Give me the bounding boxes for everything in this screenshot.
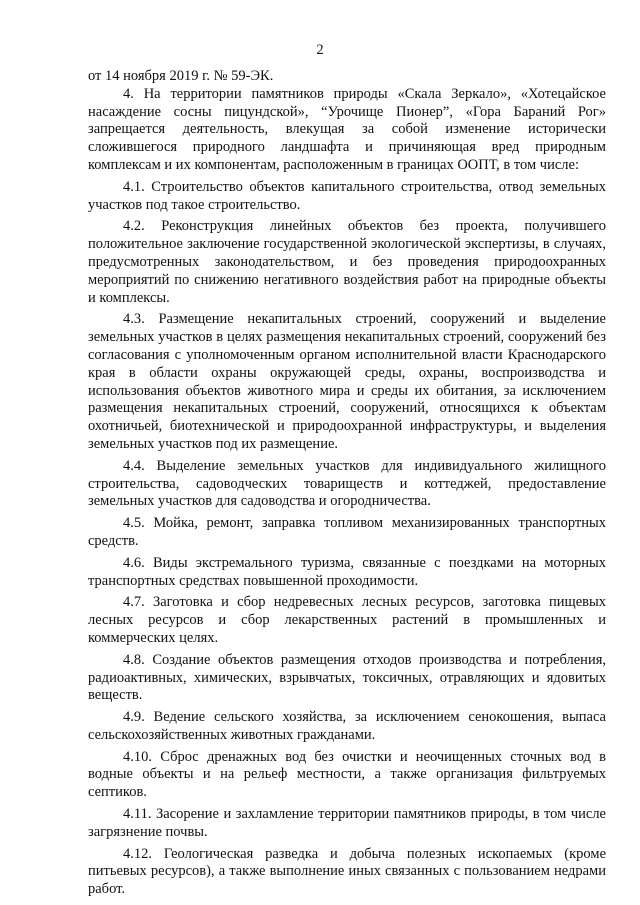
paragraph-4-11: 4.11. Засорение и захламление территории памятников природы, в том числе загрязнение почвы.: [88, 806, 606, 840]
continuation-line: от 14 ноября 2019 г. № 59-ЭК.: [88, 68, 274, 84]
paragraph-4-7: 4.7. Заготовка и сбор недревесных лесных ресурсов, заготовка пищевых лесных ресурсов и сбор лекарственных растений в промышленных и коммерческих целях.: [88, 594, 606, 646]
paragraph-4-12: 4.12. Геологическая разведка и добыча полезных ископаемых (кроме питьевых ресурсов), а также выполнение иных связанных с пользованием недрами работ.: [88, 845, 606, 898]
paragraph-4-8: 4.8. Создание объектов размещения отходов производства и потребления, радиоактивных, химических, взрывчатых, токсичных, отравляющих и ядовитых веществ.: [88, 651, 606, 704]
paragraph-4-2: 4.2. Реконструкция линейных объектов без проекта, получившего положительное заключение государственной экологической экспертизы, в случаях, предусмотренных законодательством, и без проведения природоохранных мероприятий по снижению негативного воздействия работ на природные объекты и комплексы.: [88, 218, 606, 306]
paragraph-4-9: 4.9. Ведение сельского хозяйства, за исключением сенокошения, выпаса сельскохозяйственных животных гражданами.: [88, 709, 606, 743]
document-body: [88, 68, 606, 899]
paragraph-4-4: 4.4. Выделение земельных участков для индивидуального жилищного строительства, садоводческих товариществ и коттеджей, предоставление земельных участков для садоводства и огородничества.: [88, 457, 606, 510]
paragraph-4-1: 4.1. Строительство объектов капитального строительства, отвод земельных участков под такое строительство.: [88, 178, 606, 213]
paragraph-4-6: 4.6. Виды экстремального туризма, связанные с поездками на моторных транспортных средствах повышенной проходимости.: [88, 554, 606, 589]
paragraph-4-10: 4.10. Сброс дренажных вод без очистки и неочищенных сточных вод в водные объекты и на рельеф местности, а также организация фильтруемых септиков.: [88, 748, 606, 801]
page-number: 2: [316, 42, 324, 58]
paragraph-4-5: 4.5. Мойка, ремонт, заправка топливом механизированных транспортных средств.: [88, 515, 606, 549]
paragraph-4: 4. На территории памятников природы «Скала Зеркало», «Хотецайское насаждение сосны пицундской», “Урочище Пионер”, «Гора Бараний Рог» запрещается деятельность, влекущая за собой изменение исторически сложившегося природного ландшафта и причиняющая вред природным комплексам и их компонентам, расположенным в границах ООПТ, в том числе:: [88, 85, 606, 173]
paragraph-4-3: 4.3. Размещение некапитальных строений, сооружений и выделение земельных участков в целях размещения некапитальных строений, сооружений без согласования с уполномоченным органом исполнительной власти Краснодарского края в области охраны окружающей среды, охраны, воспроизводства и использования объектов животного мира и среды их обитания, за исключением размещения некапитальных строений, сооружений, относящихся к объектам охотничьей, биотехнической и природоохранной инфраструктуры, и выделения земельных участков под их размещение.: [88, 311, 606, 452]
